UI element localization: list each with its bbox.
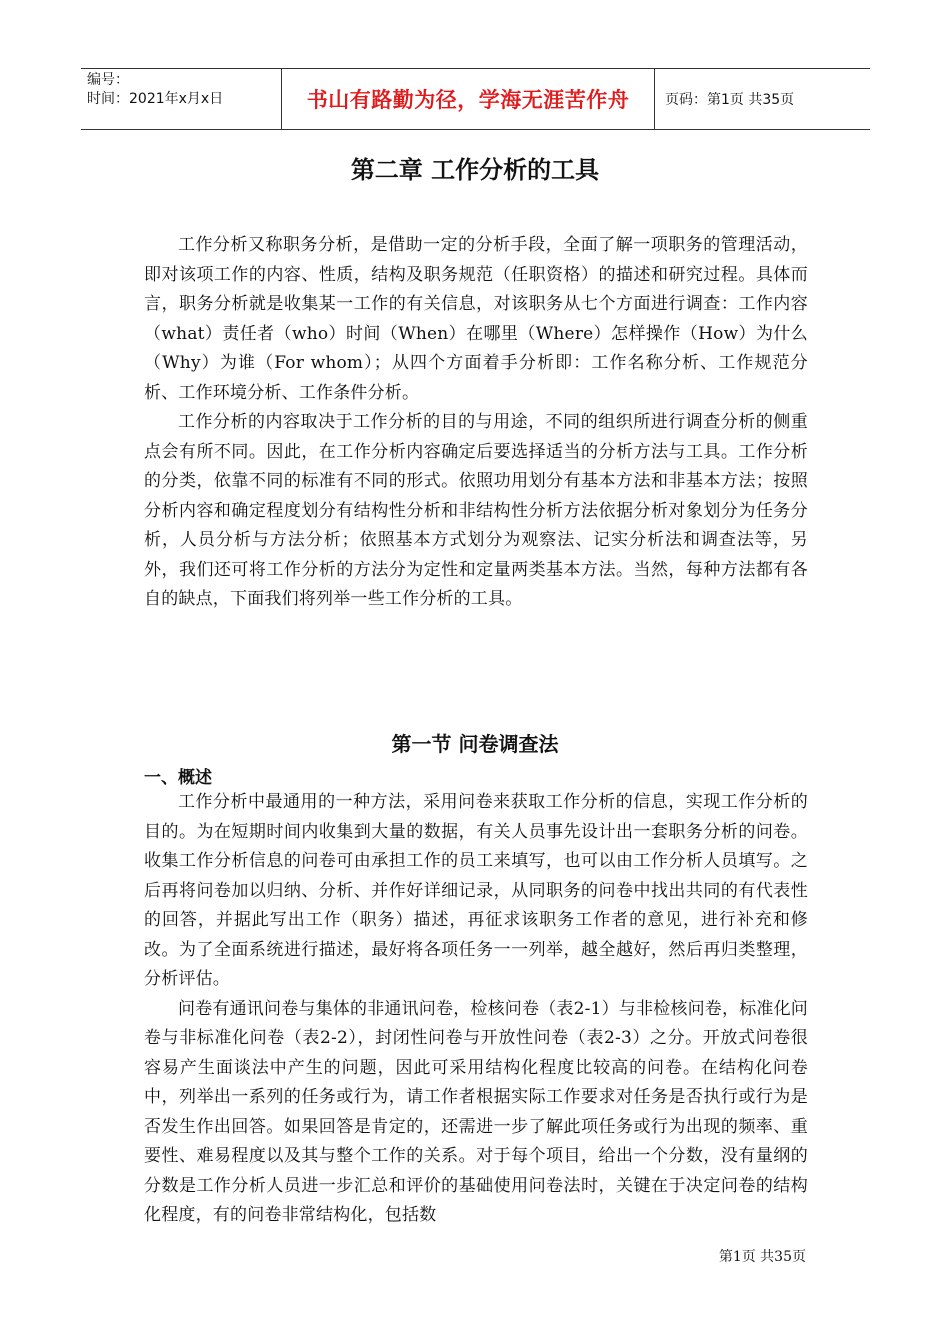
intro-body [144, 231, 808, 615]
header-page-info: 页码：第1页 共35页 [665, 92, 795, 108]
chapter-title: 第二章 工作分析的工具 [350, 156, 600, 184]
subheading: 一、概述 [144, 768, 212, 788]
section-body [144, 788, 808, 1231]
page-footer: 第1页 共35页 [718, 1249, 806, 1265]
page-header [81, 68, 870, 130]
intro-paragraph: 工作分析的内容取决于工作分析的目的与用途，不同的组织所进行调查分析的侧重点会有所不同。因此，在工作分析内容确定后要选择适当的分析方法与工具。工作分析的分类，依靠不同的标准有不同的形式。依照功用划分有基本方法和非基本方法；按照分析内容和确定程度划分有结构性分析和非结构性分析方法依据分析对象划分为任务分析，人员分析与方法分析；依照基本方式划分为观察法、记实分析法和调查法等，另外，我们还可将工作分析的方法分为定性和定量两类基本方法。当然，每种方法都有各自的缺点，下面我们将列举一些工作分析的工具。 [144, 412, 808, 609]
section-title: 第一节 问卷调查法 [391, 732, 559, 756]
time-label: 时间：2021年x月x日 [87, 91, 224, 107]
section-paragraph: 工作分析中最通用的一种方法，采用问卷来获取工作分析的信息，实现工作分析的目的。为在短期时间内收集到大量的数据，有关人员事先设计出一套职务分析的问卷。收集工作分析信息的问卷可由承担工作的员工来填写，也可以由工作分析人员填写。之后再将问卷加以归纳、分析、并作好详细记录，从同职务的问卷中找出共同的有代表性的回答，并据此写出工作（职务）描述，再征求该职务工作者的意见，进行补充和修改。为了全面系统进行描述，最好将各项任务一一列举，越全越好，然后再归类整理，分析评估。 [144, 792, 808, 989]
header-motto: 书山有路勤为径，学海无涯苦作舟 [282, 69, 655, 129]
intro-paragraph: 工作分析又称职务分析，是借助一定的分析手段，全面了解一项职务的管理活动，即对该项工作的内容、性质，结构及职务规范（任职资格）的描述和研究过程。具体而言，职务分析就是收集某一工作的有关信息，对该职务从七个方面进行调查：工作内容（what）责任者（who）时间（When）在哪里（Where）怎样操作（How）为什么（Why）为谁（For whom）；从四个方面着手分析即：工作名称分析、工作规范分析、工作环境分析、工作条件分析。 [144, 235, 808, 403]
header-meta [81, 69, 282, 129]
number-label: 编号： [87, 72, 129, 88]
section-paragraph: 问卷有通讯问卷与集体的非通讯问卷，检核问卷（表2-1）与非检核问卷，标准化问卷与非标准化问卷（表2-2），封闭性问卷与开放性问卷（表2-3）之分。开放式问卷很容易产生面谈法中产生的问题，因此可采用结构化程度比较高的问卷。在结构化问卷中，列举出一系列的任务或行为，请工作者根据实际工作要求对任务是否执行或行为是否发生作出回答。如果回答是肯定的，还需进一步了解此项任务或行为出现的频率、重要性、难易程度以及其与整个工作的关系。对于每个项目，给出一个分数，没有量纲的分数是工作分析人员进一步汇总和评价的基础使用问卷法时，关键在于决定问卷的结构化程度，有的问卷非常结构化，包括数 [144, 998, 808, 1225]
